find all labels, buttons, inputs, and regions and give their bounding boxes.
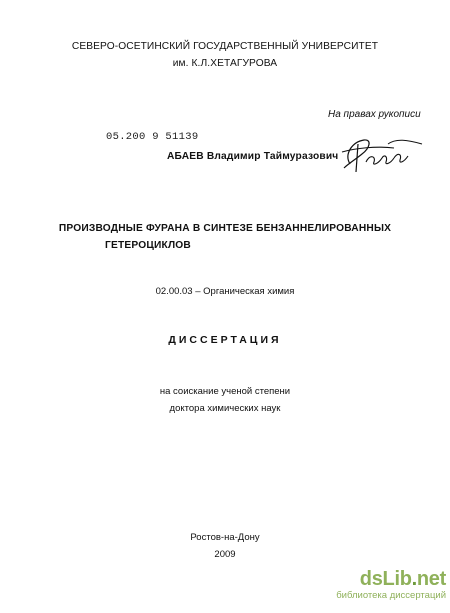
author-name: АБАЕВ Владимир Таймуразович bbox=[167, 151, 339, 162]
dslib-subtitle: библиотека диссертаций bbox=[336, 590, 446, 601]
dslib-logo: dsLib.net bbox=[359, 568, 446, 590]
year: 2009 bbox=[214, 549, 236, 560]
author-signature bbox=[336, 134, 426, 176]
dslib-watermark bbox=[331, 568, 446, 602]
specialty-code: 02.00.03 – Органическая химия bbox=[155, 286, 295, 297]
manuscript-note: На правах рукописи bbox=[328, 109, 421, 120]
degree-purpose-line-1: на соискание ученой степени bbox=[159, 386, 291, 397]
city: Ростов-на-Дону bbox=[190, 532, 260, 543]
university-name: СЕВЕРО-ОСЕТИНСКИЙ ГОСУДАРСТВЕННЫЙ УНИВЕРСИТЕТ bbox=[71, 41, 379, 52]
university-named-after: им. К.Л.ХЕТАГУРОВА bbox=[172, 58, 278, 69]
degree-purpose-line-2: доктора химических наук bbox=[169, 403, 281, 414]
dissertation-title-line-1: ПРОИЗВОДНЫЕ ФУРАНА В СИНТЕЗЕ БЕНЗАННЕЛИРОВАННЫХ bbox=[58, 223, 392, 234]
document-type: ДИССЕРТАЦИЯ bbox=[168, 334, 282, 346]
registration-stamp: 05.200 9 51139 bbox=[106, 131, 199, 143]
dissertation-title-line-2: ГЕТЕРОЦИКЛОВ bbox=[105, 240, 191, 251]
